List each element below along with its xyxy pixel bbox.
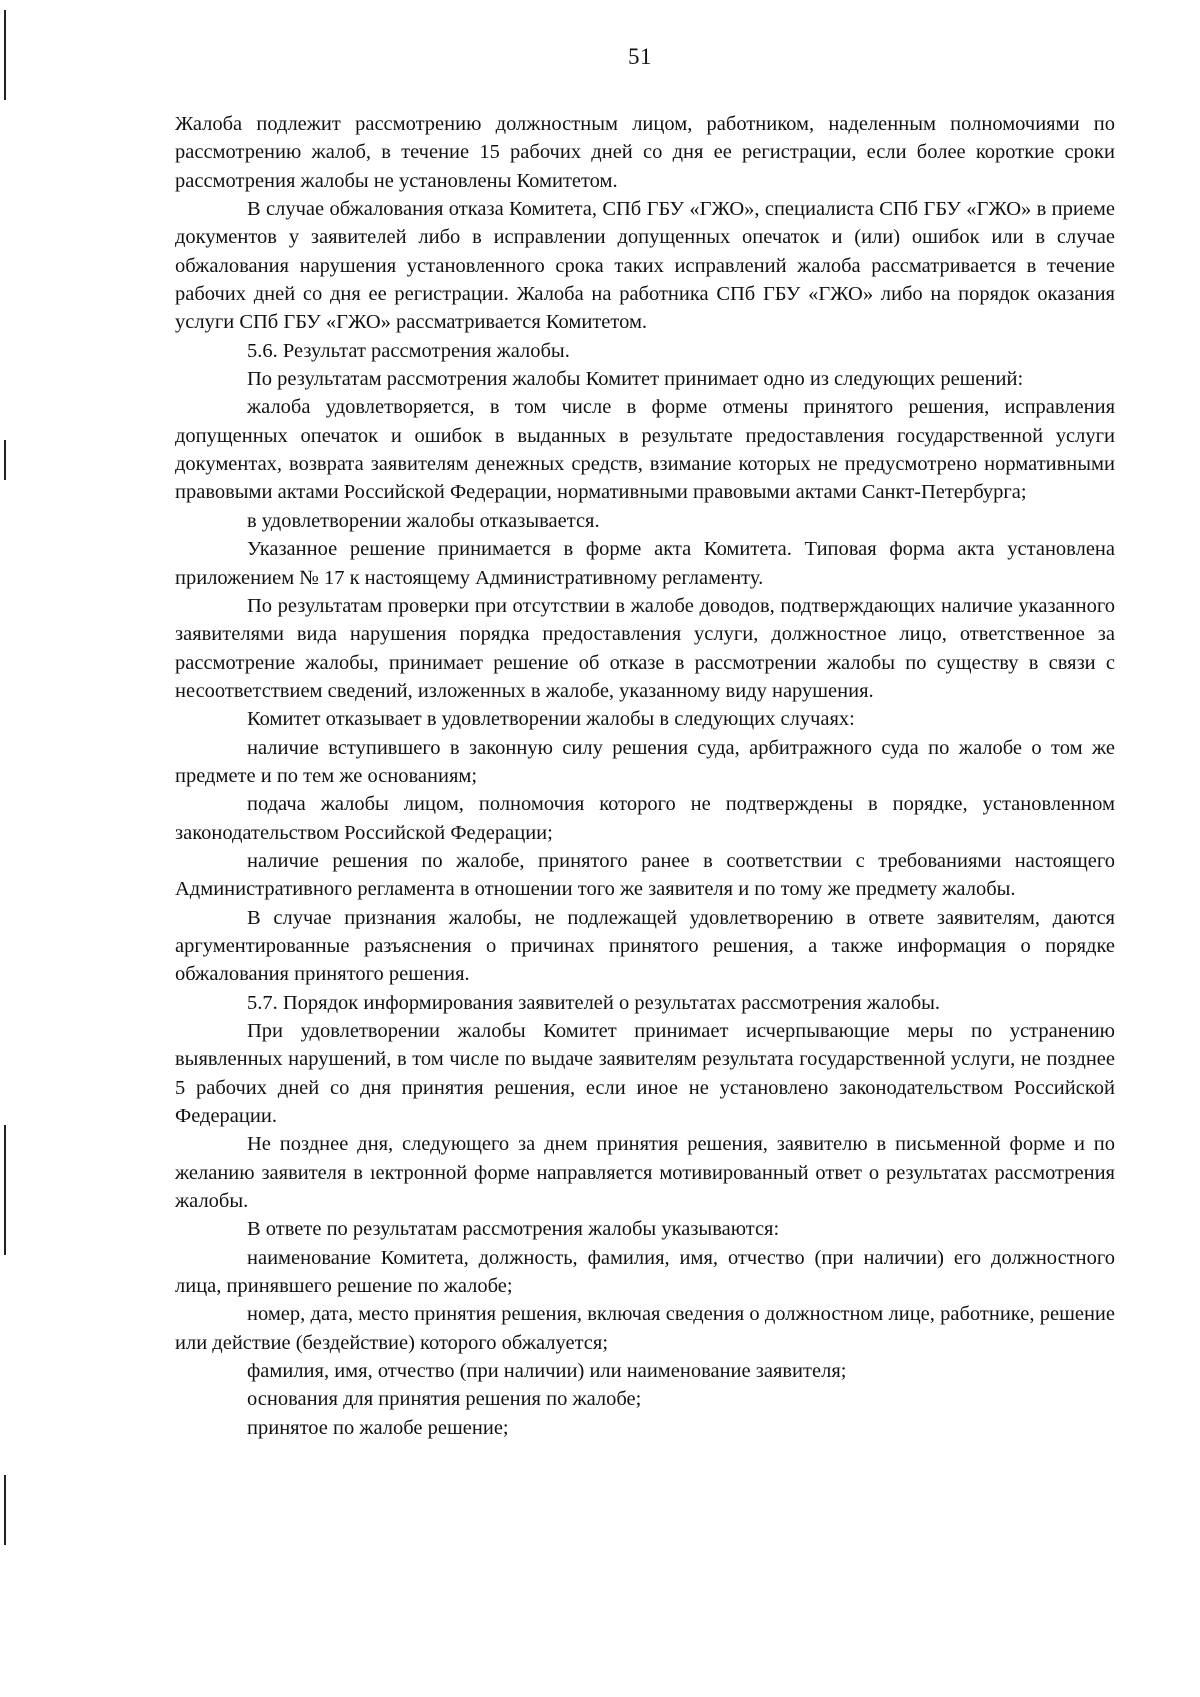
- paragraph: В случае обжалования отказа Комитета, СПб ГБУ «ГЖО», специалиста СПб ГБУ «ГЖО» в приеме документов у заявителей либо в исправлении допущенных опечаток и (или) ошибок или в случае обжалования нарушения установленного срока таких исправлений жалоба рассматривается в течение рабочих дней со дня ее регистрации. Жалоба на работника СПб ГБУ «ГЖО» либо на порядок оказания услуги СПб ГБУ «ГЖО» рассматривается Комитетом.: [175, 198, 1115, 334]
- paragraph: наличие решения по жалобе, принятого ранее в соответствии с требованиями настоящего Административного регламента в отношении того же заявителя и по тому же предмету жалобы.: [175, 849, 1115, 901]
- paragraph: в удовлетворении жалобы отказывается.: [247, 509, 600, 532]
- paragraph: В ответе по результатам рассмотрения жалобы указываются:: [247, 1218, 780, 1241]
- paragraph: В случае признания жалобы, не подлежащей удовлетворению в ответе заявителям, даются аргументированные разъяснения о причинах принятого решения, а также информация о порядке обжалования принятого решения.: [175, 906, 1115, 986]
- paragraph: подача жалобы лицом, полномочия которого не подтверждены в порядке, установленном законодательством Российской Федерации;: [175, 793, 1115, 844]
- paragraph: Указанное решение принимается в форме акта Комитета. Типовая форма акта установлена приложением № 17 к настоящему Административному регламенту.: [175, 538, 1115, 589]
- document-body: [175, 110, 1115, 1442]
- paragraph: Комитет отказывает в удовлетворении жалобы в следующих случаях:: [247, 708, 855, 731]
- paragraph: фамилия, имя, отчество (при наличии) или наименование заявителя;: [247, 1360, 847, 1383]
- paragraph: номер, дата, место принятия решения, включая сведения о должностном лице, работнике, решение или действие (бездействие) которого обжалуется;: [175, 1303, 1115, 1354]
- paragraph: Не позднее дня, следующего за днем принятия решения, заявителю в письменной форме и по желанию заявителя в ıектронной форме направляется мотивированный ответ о результатах рассмотрения жалобы.: [175, 1133, 1115, 1213]
- scan-artifact: [4, 1475, 6, 1545]
- paragraph: наименование Комитета, должность, фамилия, имя, отчество (при наличии) его должностного лица, принявшего решение по жалобе;: [175, 1246, 1115, 1298]
- section-heading: 5.6. Результат рассмотрения жалобы.: [247, 339, 570, 362]
- paragraph: По результатам рассмотрения жалобы Комитет принимает одно из следующих решений:: [247, 368, 1024, 391]
- paragraph: При удовлетворении жалобы Комитет принимает исчерпывающие меры по устранению выявленных нарушений, в том числе по выдаче заявителям результата государственной услуги, не позднее 5 рабочих дней со дня принятия решения, если иное не установлено законодательством Российской Федерации.: [175, 1020, 1115, 1128]
- paragraph: наличие вступившего в законную силу решения суда, арбитражного суда по жалобе о том же предмете и по тем же основаниям;: [175, 736, 1115, 787]
- paragraph: жалоба удовлетворяется, в том числе в форме отмены принятого решения, исправления допущенных опечаток и ошибок в выданных в результате предоставления государственной услуги документах, возврата заявителям денежных средств, взимание которых не предусмотрено нормативными правовыми актами Российской Федерации, нормативными правовыми актами Санкт-Петербурга;: [175, 396, 1115, 504]
- scan-artifact: [4, 1125, 6, 1255]
- scan-artifact: [4, 440, 6, 480]
- paragraph: принятое по жалобе решение;: [247, 1416, 509, 1439]
- section-heading: 5.7. Порядок информирования заявителей о результатах рассмотрения жалобы.: [247, 991, 941, 1014]
- page-number: 51: [628, 44, 652, 69]
- paragraph: Жалоба подлежит рассмотрению должностным лицом, работником, наделенным полномочиями по рассмотрению жалоб, в течение 15 рабочих дней со дня ее регистрации, если более короткие сроки рассмотрения жалобы не установлены Комитетом.: [175, 113, 1115, 192]
- paragraph: основания для принятия решения по жалобе;: [247, 1388, 642, 1411]
- paragraph: По результатам проверки при отсутствии в жалобе доводов, подтверждающих наличие указанного заявителями вида нарушения порядка предоставления услуги, должностное лицо, ответственное за рассмотрение жалобы, принимает решение об отказе в рассмотрении жалобы по существу в связи с несоответствием сведений, изложенных в жалобе, указанному виду нарушения.: [175, 594, 1115, 702]
